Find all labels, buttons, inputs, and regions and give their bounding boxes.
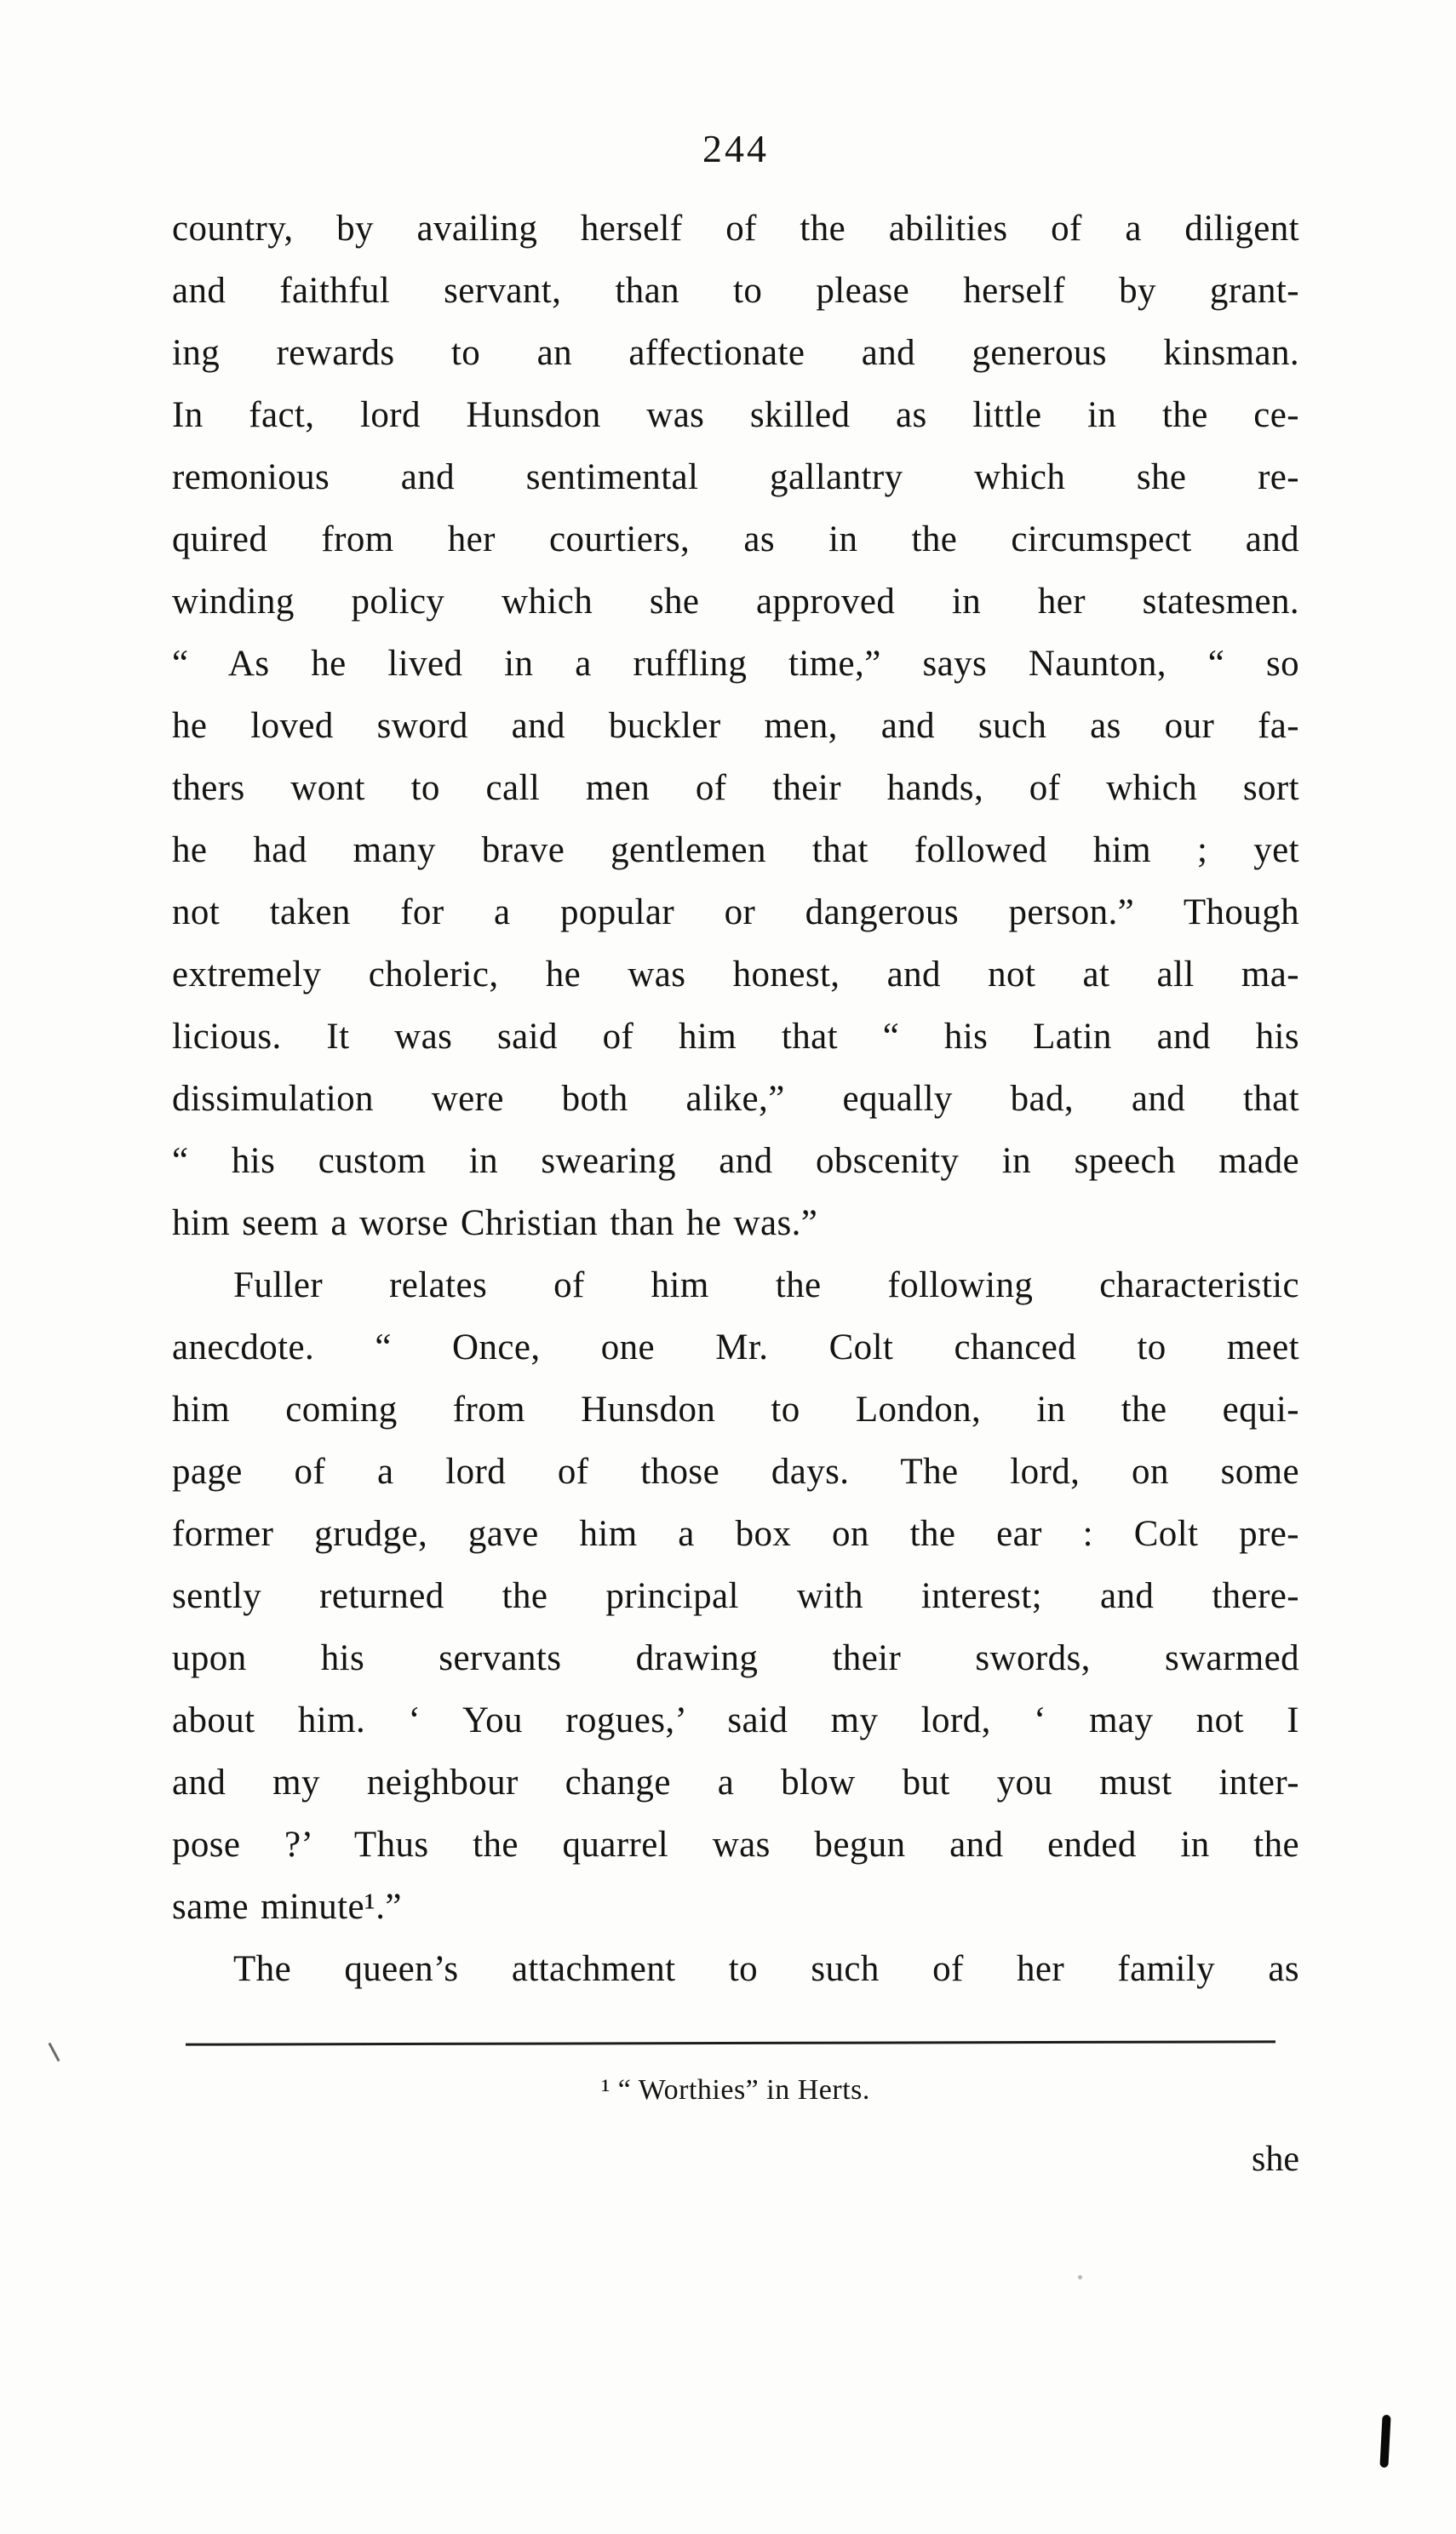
text-line: pose ?’ Thus the quarrel was begun and ended in the xyxy=(172,1825,1299,1865)
text-line: about him. ‘ You rogues,’ said my lord, ‘ may not I xyxy=(172,1700,1299,1740)
text-line: ing rewards to an affectionate and generous kinsman. xyxy=(172,333,1299,373)
text-line: sently returned the principal with interest; and there- xyxy=(172,1576,1299,1616)
footnote-text: ¹ “ Worthies” in Herts. xyxy=(601,2074,870,2106)
text-line: “ As he lived in a ruffling time,” says Naunton, “ so xyxy=(172,644,1299,684)
text-line: remonious and sentimental gallantry which she re- xyxy=(172,457,1299,497)
text-line: Fuller relates of him the following characteristic xyxy=(233,1265,1299,1305)
text-line: him seem a worse Christian than he was.” xyxy=(172,1203,818,1243)
text-line: winding policy which she approved in her statesmen. xyxy=(172,582,1299,622)
stray-pen-mark xyxy=(49,2043,60,2062)
text-line: quired from her courtiers, as in the circumspect and xyxy=(172,519,1299,559)
text-line: licious. It was said of him that “ his Latin and his xyxy=(172,1017,1299,1057)
text-line: he had many brave gentlemen that followed him ; yet xyxy=(172,830,1299,870)
text-line: upon his servants drawing their swords, swarmed xyxy=(172,1638,1299,1678)
text-line: anecdote. “ Once, one Mr. Colt chanced to meet xyxy=(172,1327,1299,1367)
text-line: not taken for a popular or dangerous person.” Though xyxy=(172,892,1299,932)
paper-speck xyxy=(1078,2275,1082,2279)
text-line: and my neighbour change a blow but you must inter- xyxy=(172,1763,1299,1803)
text-line: The queen’s attachment to such of her family as xyxy=(233,1949,1299,1989)
text-line: “ his custom in swearing and obscenity in speech made xyxy=(172,1141,1299,1181)
text-line: dissimulation were both alike,” equally bad, and that xyxy=(172,1079,1299,1119)
page-body xyxy=(172,198,1299,2000)
text-line: In fact, lord Hunsdon was skilled as little in the ce- xyxy=(172,395,1299,435)
text-line: thers wont to call men of their hands, of which sort xyxy=(172,768,1299,808)
ink-mark xyxy=(1379,2415,1390,2468)
text-line: same minute¹.” xyxy=(172,1887,402,1927)
catchword: she xyxy=(1252,2140,1299,2179)
text-line: extremely choleric, he was honest, and not at all ma- xyxy=(172,955,1299,995)
footnote-separator xyxy=(186,2040,1275,2045)
text-line: former grudge, gave him a box on the ear : Colt pre- xyxy=(172,1514,1299,1554)
text-line: country, by availing herself of the abilities of a diligent xyxy=(172,209,1299,249)
page-number: 244 xyxy=(702,127,769,170)
text-line: he loved sword and buckler men, and such as our fa- xyxy=(172,706,1299,746)
text-line: and faithful servant, than to please herself by grant- xyxy=(172,271,1299,311)
text-line: him coming from Hunsdon to London, in the equi- xyxy=(172,1390,1299,1430)
text-line: page of a lord of those days. The lord, on some xyxy=(172,1452,1299,1492)
